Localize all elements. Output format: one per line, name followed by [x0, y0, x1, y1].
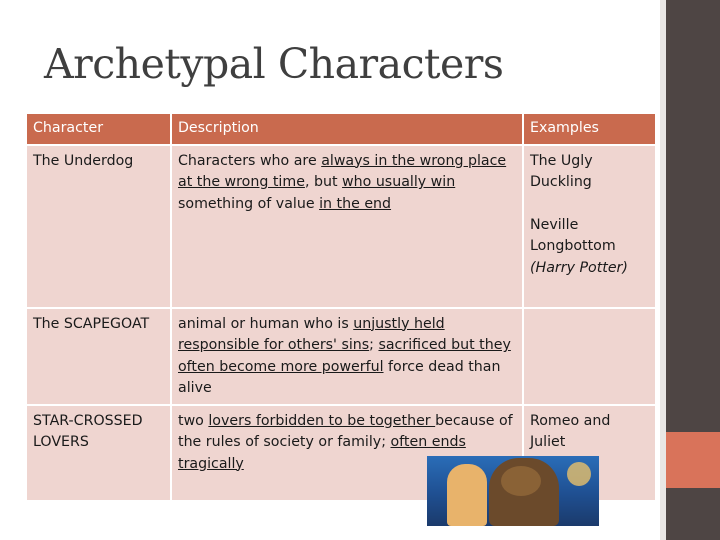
table-row: [26, 308, 656, 405]
desc-segment: who usually win: [342, 174, 456, 190]
beauty-and-the-beast-image: [427, 456, 599, 526]
archetype-table: [25, 112, 657, 502]
row-underdog-character: The Underdog: [26, 145, 171, 308]
desc-segment: animal or human who is: [178, 315, 354, 332]
slide-title: Archetypal Characters: [44, 40, 504, 88]
example-item: (Harry Potter): [530, 259, 628, 276]
row-scapegoat-description: [171, 308, 523, 405]
example-item: Neville Longbottom: [530, 216, 616, 254]
desc-segment: , but: [304, 174, 343, 190]
desc-segment: often ends tragically: [178, 434, 466, 472]
desc-segment: unjustly held responsible for others' sins: [178, 315, 445, 353]
row-underdog-description: [171, 145, 523, 308]
header-character: Character: [26, 113, 171, 145]
example-item: The Ugly Duckling: [530, 152, 593, 190]
desc-segment: always in the wrong place at the wrong time: [178, 152, 507, 190]
example-spacer: [530, 194, 649, 215]
row-scapegoat-examples: [523, 308, 656, 405]
side-accent-block: [666, 432, 720, 488]
header-description: Description: [171, 113, 523, 145]
chandelier-light-icon: [567, 462, 591, 486]
desc-segment: something of value: [178, 195, 320, 212]
desc-segment: force dead than alive: [178, 358, 501, 396]
desc-segment: Characters who are: [178, 152, 322, 169]
desc-segment: lovers forbidden to be together: [208, 412, 436, 429]
example-item: Romeo and Juliet: [530, 412, 611, 450]
desc-segment: in the end: [319, 195, 392, 212]
desc-segment: sacrificed but they often become more powerful: [178, 337, 511, 375]
beast-mane-icon: [501, 466, 541, 496]
header-examples: Examples: [523, 113, 656, 145]
row-scapegoat-character: The SCAPEGOAT: [26, 308, 171, 405]
table-header-row: [26, 113, 656, 145]
row-underdog-examples: [523, 145, 656, 308]
belle-figure-icon: [447, 464, 487, 526]
row-lovers-character: STAR-CROSSED LOVERS: [26, 405, 171, 501]
desc-segment: because of the rules of society or family;: [178, 412, 513, 450]
desc-segment: ;: [369, 337, 379, 353]
desc-segment: two: [178, 412, 209, 429]
table-row: [26, 145, 656, 308]
